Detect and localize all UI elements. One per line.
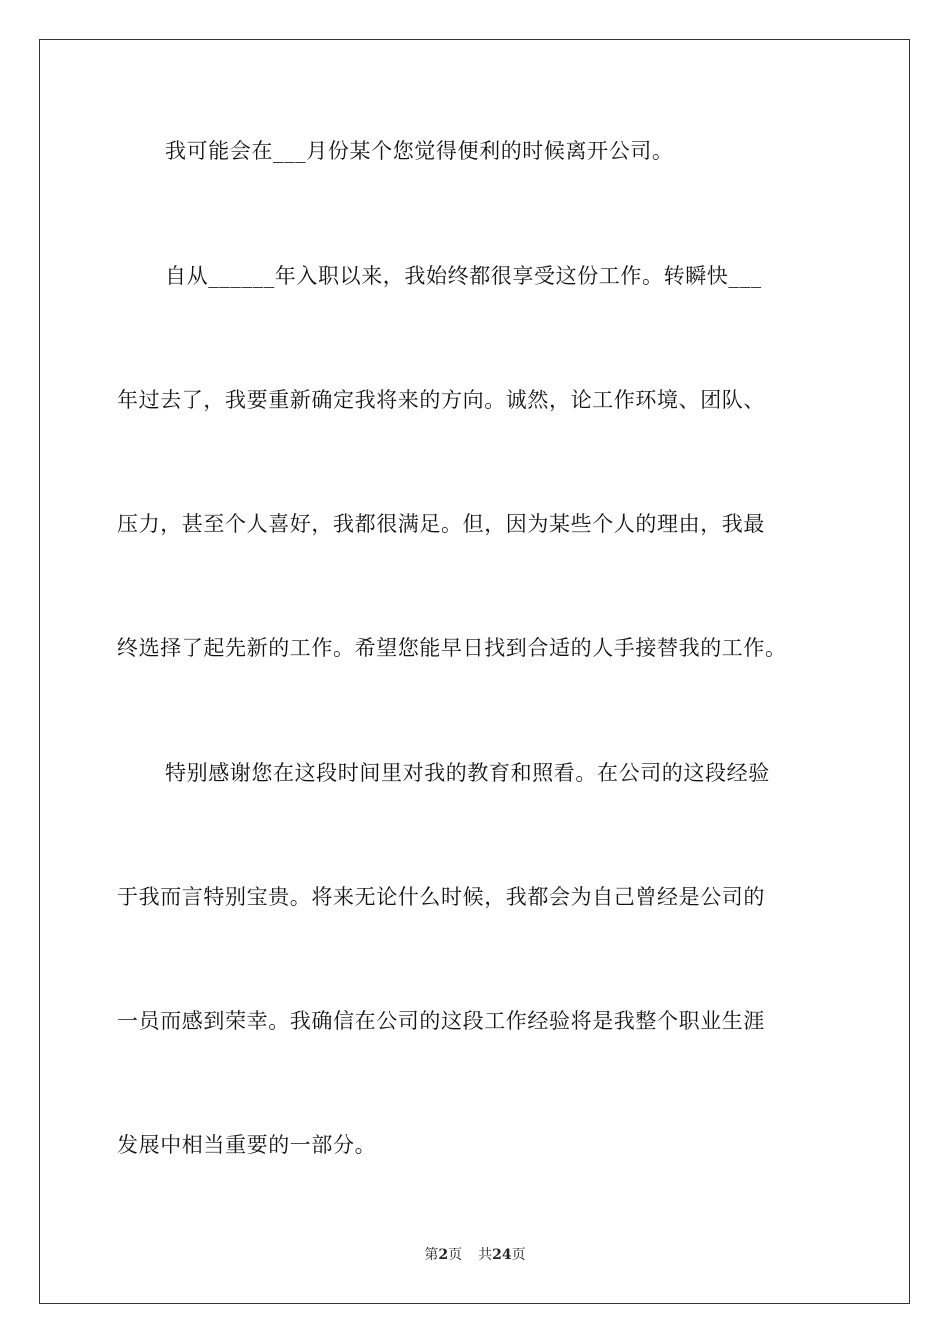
paragraph-2-line-2: 年过去了，我要重新确定我将来的方向。诚然，论工作环境、团队、 bbox=[117, 388, 765, 412]
total-suffix: 页 bbox=[511, 1247, 526, 1263]
paragraph-2-line-4: 终选择了起先新的工作。希望您能早日找到合适的人手接替我的工作。 bbox=[117, 636, 787, 660]
page-border bbox=[39, 39, 910, 1304]
page-suffix: 页 bbox=[448, 1247, 463, 1263]
paragraph-3-line-3: 一员而感到荣幸。我确信在公司的这段工作经验将是我整个职业生涯 bbox=[117, 1009, 765, 1033]
paragraph-1-line-1: 我可能会在___月份某个您觉得便利的时候离开公司。 bbox=[165, 139, 674, 163]
paragraph-2-line-3: 压力，甚至个人喜好，我都很满足。但，因为某些个人的理由，我最 bbox=[117, 512, 765, 536]
total-pages: 24 bbox=[492, 1247, 512, 1263]
total-prefix: 共 bbox=[478, 1247, 493, 1263]
paragraph-3-line-4: 发展中相当重要的一部分。 bbox=[117, 1133, 377, 1157]
paragraph-3-line-2: 于我而言特别宝贵。将来无论什么时候，我都会为自己曾经是公司的 bbox=[117, 885, 765, 909]
paragraph-2-line-1: 自从______年入职以来，我始终都很享受这份工作。转瞬快___ bbox=[165, 264, 762, 288]
paragraph-3-line-1: 特别感谢您在这段时间里对我的教育和照看。在公司的这段经验 bbox=[165, 761, 770, 785]
page-number: 2 bbox=[438, 1247, 449, 1263]
page-prefix: 第 bbox=[424, 1247, 439, 1263]
page-footer bbox=[0, 1246, 950, 1264]
